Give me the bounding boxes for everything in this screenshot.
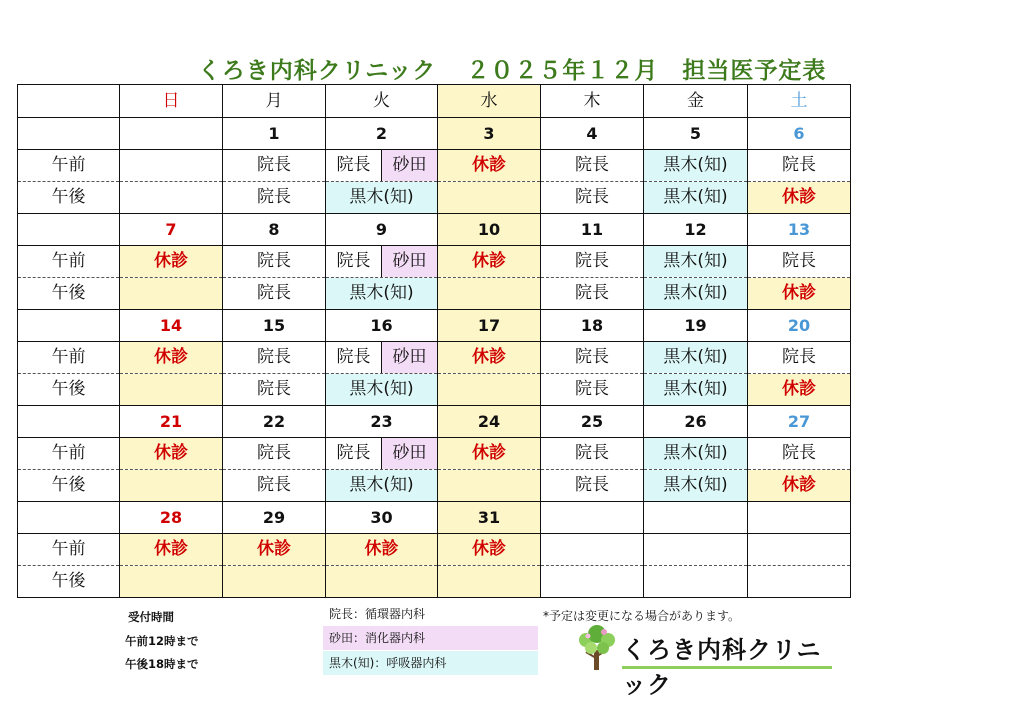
schedule-cell: 黒木(知) xyxy=(644,342,748,374)
date-cell: 28 xyxy=(120,502,223,534)
date-cell: 11 xyxy=(541,214,644,246)
schedule-cell xyxy=(438,182,541,214)
split-cell xyxy=(326,246,437,277)
schedule-cell: 休診 xyxy=(120,438,223,470)
morning-row xyxy=(18,534,851,566)
doctor-name: 砂田 xyxy=(382,342,437,373)
date-cell: 27 xyxy=(748,406,851,438)
schedule-cell xyxy=(326,246,438,278)
schedule-cell xyxy=(748,534,851,566)
morning-row xyxy=(18,150,851,182)
date-cell xyxy=(644,502,748,534)
date-cell: 23 xyxy=(326,406,438,438)
morning-row xyxy=(18,438,851,470)
schedule-cell: 黒木(知) xyxy=(326,470,438,502)
schedule-cell: 院長 xyxy=(541,246,644,278)
schedule-cell: 黒木(知) xyxy=(326,374,438,406)
schedule-cell: 院長 xyxy=(541,438,644,470)
date-cell: 16 xyxy=(326,310,438,342)
schedule-cell: 院長 xyxy=(541,374,644,406)
date-cell: 15 xyxy=(223,310,326,342)
hours-title: 受付時間 xyxy=(128,610,174,624)
afternoon-label: 午後 xyxy=(18,566,120,598)
date-cell xyxy=(748,502,851,534)
date-cell: 17 xyxy=(438,310,541,342)
schedule-cell xyxy=(120,182,223,214)
split-cell xyxy=(326,150,437,181)
schedule-cell xyxy=(748,566,851,598)
schedule-cell xyxy=(541,534,644,566)
schedule-cell: 黒木(知) xyxy=(644,182,748,214)
schedule-cell xyxy=(438,374,541,406)
afternoon-label: 午後 xyxy=(18,470,120,502)
doctor-name: 砂田 xyxy=(382,150,437,181)
schedule-cell: 院長 xyxy=(541,342,644,374)
schedule-cell: 休診 xyxy=(120,342,223,374)
schedule-cell: 院長 xyxy=(748,438,851,470)
schedule-cell xyxy=(120,150,223,182)
morning-label: 午前 xyxy=(18,438,120,470)
hours-am: 午前12時まで xyxy=(125,634,199,648)
date-cell: 13 xyxy=(748,214,851,246)
weekday-header: 金 xyxy=(644,85,748,118)
doctor-name: 院長 xyxy=(326,246,382,277)
date-cell: 5 xyxy=(644,118,748,150)
hours-pm: 午後18時まで xyxy=(125,657,199,671)
change-note: *予定は変更になる場合があります。 xyxy=(543,609,741,623)
date-cell: 6 xyxy=(748,118,851,150)
afternoon-row xyxy=(18,470,851,502)
morning-label: 午前 xyxy=(18,150,120,182)
schedule-cell xyxy=(223,566,326,598)
schedule-cell: 黒木(知) xyxy=(644,150,748,182)
date-row-label xyxy=(18,310,120,342)
date-cell: 25 xyxy=(541,406,644,438)
schedule-cell: 黒木(知) xyxy=(326,182,438,214)
weekday-header-row xyxy=(18,85,851,118)
afternoon-row xyxy=(18,278,851,310)
schedule-cell: 黒木(知) xyxy=(644,438,748,470)
date-row-label xyxy=(18,502,120,534)
date-cell: 30 xyxy=(326,502,438,534)
morning-row xyxy=(18,342,851,374)
schedule-cell: 休診 xyxy=(438,534,541,566)
logo-underline xyxy=(622,666,832,669)
schedule-cell: 黒木(知) xyxy=(644,278,748,310)
schedule-cell: 黒木(知) xyxy=(644,246,748,278)
page-title xyxy=(0,52,1024,85)
date-cell: 21 xyxy=(120,406,223,438)
doctor-name: 砂田 xyxy=(382,438,437,469)
schedule-cell: 黒木(知) xyxy=(644,374,748,406)
weekday-header: 日 xyxy=(120,85,223,118)
schedule-cell xyxy=(326,342,438,374)
date-cell: 1 xyxy=(223,118,326,150)
schedule-cell: 休診 xyxy=(748,278,851,310)
split-cell xyxy=(326,342,437,373)
schedule-cell: 院長 xyxy=(541,278,644,310)
schedule-cell: 院長 xyxy=(223,182,326,214)
schedule-cell: 休診 xyxy=(438,246,541,278)
schedule-table xyxy=(17,84,851,598)
date-cell: 7 xyxy=(120,214,223,246)
schedule-cell: 院長 xyxy=(541,150,644,182)
clinic-name: くろき内科クリニック xyxy=(197,58,437,84)
tree-icon xyxy=(574,622,620,672)
schedule-cell: 休診 xyxy=(438,150,541,182)
date-cell: 2 xyxy=(326,118,438,150)
date-cell: 29 xyxy=(223,502,326,534)
doctor-name: 院長 xyxy=(326,150,382,181)
schedule-cell: 院長 xyxy=(223,278,326,310)
date-cell: 14 xyxy=(120,310,223,342)
weekday-header: 木 xyxy=(541,85,644,118)
date-cell: 31 xyxy=(438,502,541,534)
date-row xyxy=(18,502,851,534)
morning-label: 午前 xyxy=(18,534,120,566)
schedule-cell: 院長 xyxy=(541,182,644,214)
date-row-label xyxy=(18,118,120,150)
legend-sunada: 砂田：消化器内科 xyxy=(323,626,538,650)
schedule-cell: 院長 xyxy=(748,150,851,182)
date-cell: 18 xyxy=(541,310,644,342)
split-cell xyxy=(326,438,437,469)
date-cell: 9 xyxy=(326,214,438,246)
date-cell: 12 xyxy=(644,214,748,246)
schedule-cell: 院長 xyxy=(223,374,326,406)
schedule-cell xyxy=(438,470,541,502)
schedule-cell xyxy=(438,566,541,598)
date-cell: 24 xyxy=(438,406,541,438)
date-cell: 3 xyxy=(438,118,541,150)
legend-director: 院長：循環器内科 xyxy=(329,607,426,621)
weekday-header: 月 xyxy=(223,85,326,118)
schedule-cell: 休診 xyxy=(120,246,223,278)
morning-label: 午前 xyxy=(18,342,120,374)
clinic-logo xyxy=(574,622,834,699)
date-cell: 19 xyxy=(644,310,748,342)
schedule-cell: 休診 xyxy=(120,534,223,566)
afternoon-label: 午後 xyxy=(18,278,120,310)
schedule-cell xyxy=(644,534,748,566)
schedule-cell xyxy=(120,566,223,598)
schedule-cell: 院長 xyxy=(748,342,851,374)
date-row xyxy=(18,118,851,150)
schedule-cell: 院長 xyxy=(748,246,851,278)
schedule-cell: 院長 xyxy=(223,438,326,470)
date-row xyxy=(18,214,851,246)
schedule-cell: 黒木(知) xyxy=(644,470,748,502)
schedule-cell: 休診 xyxy=(748,374,851,406)
schedule-cell: 休診 xyxy=(748,470,851,502)
schedule-cell xyxy=(438,278,541,310)
schedule-cell xyxy=(541,566,644,598)
morning-row xyxy=(18,246,851,278)
legend-kuroki: 黒木(知)：呼吸器内科 xyxy=(323,651,538,675)
date-cell: 26 xyxy=(644,406,748,438)
date-cell: 22 xyxy=(223,406,326,438)
doctor-name: 砂田 xyxy=(382,246,437,277)
date-cell: 4 xyxy=(541,118,644,150)
date-cell: 20 xyxy=(748,310,851,342)
schedule-cell: 休診 xyxy=(748,182,851,214)
afternoon-label: 午後 xyxy=(18,374,120,406)
afternoon-label: 午後 xyxy=(18,182,120,214)
date-row xyxy=(18,406,851,438)
weekday-header: 水 xyxy=(438,85,541,118)
schedule-cell xyxy=(644,566,748,598)
schedule-cell: 院長 xyxy=(223,246,326,278)
schedule-cell: 院長 xyxy=(223,470,326,502)
schedule-cell xyxy=(120,374,223,406)
schedule-cell: 休診 xyxy=(438,438,541,470)
date-cell xyxy=(541,502,644,534)
date-cell xyxy=(120,118,223,150)
schedule-cell xyxy=(120,278,223,310)
logo-text: くろき内科クリニック xyxy=(622,636,822,699)
schedule-cell xyxy=(326,150,438,182)
afternoon-row xyxy=(18,374,851,406)
doctor-name: 院長 xyxy=(326,342,382,373)
doctor-name: 院長 xyxy=(326,438,382,469)
date-cell: 10 xyxy=(438,214,541,246)
morning-label: 午前 xyxy=(18,246,120,278)
schedule-cell: 院長 xyxy=(223,342,326,374)
schedule-cell xyxy=(326,438,438,470)
corner-cell xyxy=(18,85,120,118)
afternoon-row xyxy=(18,182,851,214)
weekday-header: 土 xyxy=(748,85,851,118)
date-cell: 8 xyxy=(223,214,326,246)
schedule-cell: 休診 xyxy=(223,534,326,566)
schedule-cell xyxy=(120,470,223,502)
schedule-cell: 休診 xyxy=(326,534,438,566)
schedule-cell xyxy=(326,566,438,598)
schedule-cell: 院長 xyxy=(223,150,326,182)
schedule-cell: 黒木(知) xyxy=(326,278,438,310)
afternoon-row xyxy=(18,566,851,598)
schedule-cell: 休診 xyxy=(438,342,541,374)
date-row-label xyxy=(18,406,120,438)
weekday-header: 火 xyxy=(326,85,438,118)
date-row-label xyxy=(18,214,120,246)
date-row xyxy=(18,310,851,342)
schedule-cell: 院長 xyxy=(541,470,644,502)
month-title: ２０２５年１２月 担当医予定表 xyxy=(466,58,827,84)
